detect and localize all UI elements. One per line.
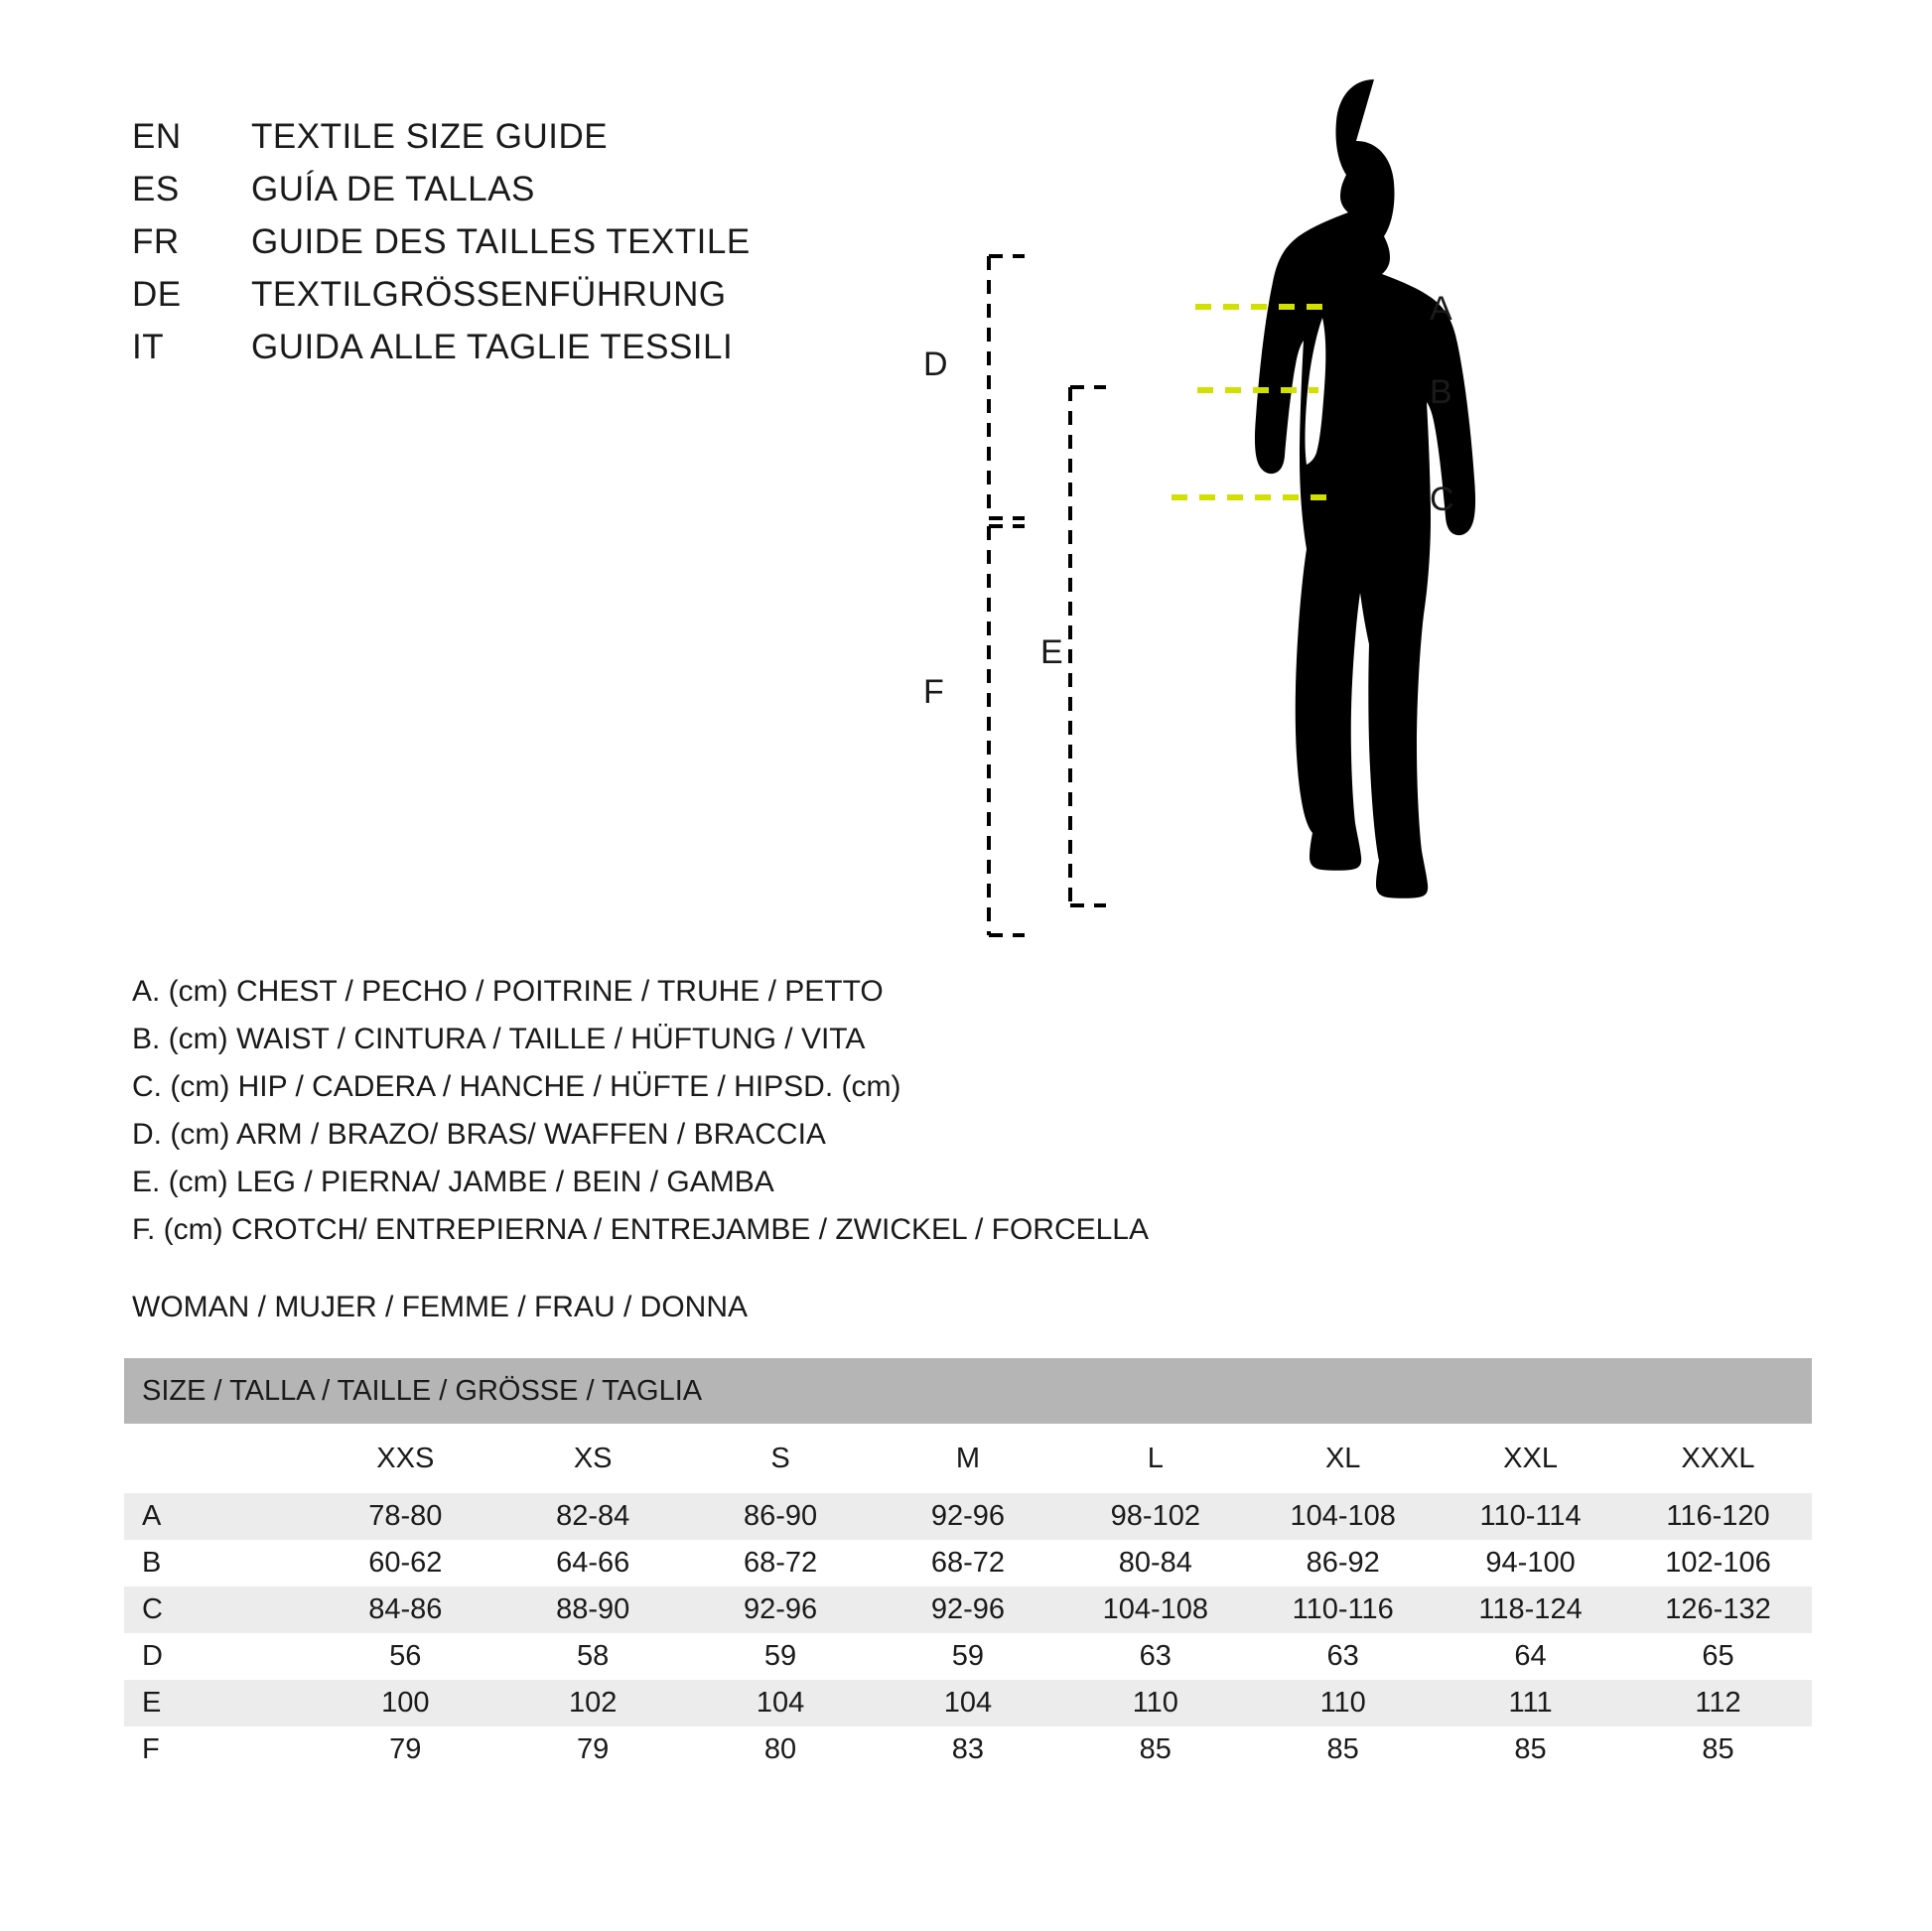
language-code: FR xyxy=(132,222,180,261)
marker-label-f: F xyxy=(923,673,944,711)
table-cell: 92-96 xyxy=(875,1586,1062,1633)
measurement-legend xyxy=(132,968,1224,1254)
row-label-header xyxy=(124,1424,312,1493)
language-row xyxy=(132,275,926,315)
table-cell: 68-72 xyxy=(687,1540,875,1586)
language-title: GUIDE DES TAILLES TEXTILE xyxy=(251,222,751,261)
table-cell: 98-102 xyxy=(1061,1493,1249,1540)
table-cell: 112 xyxy=(1624,1680,1812,1726)
row-label: E xyxy=(124,1680,312,1726)
language-row xyxy=(132,328,926,367)
column-header-l: L xyxy=(1061,1424,1249,1493)
size-table xyxy=(124,1358,1812,1773)
table-cell: 84-86 xyxy=(312,1586,499,1633)
leg-measure-bracket xyxy=(1040,387,1106,905)
table-row xyxy=(124,1540,1812,1586)
legend-item-c: C. (cm) HIP / CADERA / HANCHE / HÜFTE / HIPSD. (cm) xyxy=(132,1070,901,1103)
table-row xyxy=(124,1586,1812,1633)
language-title: TEXTILGRÖSSENFÜHRUNG xyxy=(251,275,727,314)
table-cell: 59 xyxy=(687,1633,875,1680)
marker-label-e: E xyxy=(1040,633,1063,671)
language-code: ES xyxy=(132,170,180,208)
language-row xyxy=(132,117,926,157)
table-cell: 110-116 xyxy=(1249,1586,1437,1633)
legend-item-f: F. (cm) CROTCH/ ENTREPIERNA / ENTREJAMBE / ZWICKEL / FORCELLA xyxy=(132,1213,1149,1246)
legend-item-e: E. (cm) LEG / PIERNA/ JAMBE / BEIN / GAMBA xyxy=(132,1166,774,1198)
column-header-m: M xyxy=(875,1424,1062,1493)
row-label: F xyxy=(124,1726,312,1773)
marker-label-a: A xyxy=(1430,290,1452,328)
column-header-xxs: XXS xyxy=(312,1424,499,1493)
table-cell: 85 xyxy=(1249,1726,1437,1773)
language-row xyxy=(132,222,926,262)
language-row xyxy=(132,170,926,209)
column-header-xs: XS xyxy=(499,1424,687,1493)
table-cell: 56 xyxy=(312,1633,499,1680)
table-row xyxy=(124,1726,1812,1773)
language-code: IT xyxy=(132,328,165,366)
language-code: EN xyxy=(132,117,182,156)
language-title-block xyxy=(132,117,926,380)
table-cell: 104 xyxy=(875,1680,1062,1726)
column-header-xxxl: XXXL xyxy=(1624,1424,1812,1493)
table-cell: 86-92 xyxy=(1249,1540,1437,1586)
table-band-header xyxy=(124,1358,1812,1424)
female-silhouette-icon xyxy=(1255,79,1521,898)
language-title: GUIDA ALLE TAGLIE TESSILI xyxy=(251,328,734,366)
table-cell: 100 xyxy=(312,1680,499,1726)
table-cell: 92-96 xyxy=(875,1493,1062,1540)
row-label: A xyxy=(124,1493,312,1540)
table-cell: 85 xyxy=(1437,1726,1624,1773)
table-cell: 116-120 xyxy=(1624,1493,1812,1540)
table-cell: 110 xyxy=(1061,1680,1249,1726)
marker-label-b: B xyxy=(1430,373,1452,411)
column-header-xxl: XXL xyxy=(1437,1424,1624,1493)
column-header-xl: XL xyxy=(1249,1424,1437,1493)
table-cell: 63 xyxy=(1249,1633,1437,1680)
language-title: TEXTILE SIZE GUIDE xyxy=(251,117,609,156)
table-cell: 85 xyxy=(1061,1726,1249,1773)
table-cell: 88-90 xyxy=(499,1586,687,1633)
gender-heading: WOMAN / MUJER / FEMME / FRAU / DONNA xyxy=(132,1291,748,1323)
legend-item-d: D. (cm) ARM / BRAZO/ BRAS/ WAFFEN / BRACCIA xyxy=(132,1118,826,1151)
table-cell: 80-84 xyxy=(1061,1540,1249,1586)
table-cell: 79 xyxy=(312,1726,499,1773)
table-cell: 110 xyxy=(1249,1680,1437,1726)
table-cell: 78-80 xyxy=(312,1493,499,1540)
body-measurement-diagram xyxy=(923,60,1906,1201)
legend-item-b: B. (cm) WAIST / CINTURA / TAILLE / HÜFTUNG / VITA xyxy=(132,1023,866,1055)
table-cell: 102-106 xyxy=(1624,1540,1812,1586)
marker-label-c: C xyxy=(1430,481,1454,518)
table-cell: 85 xyxy=(1624,1726,1812,1773)
table-cell: 104-108 xyxy=(1249,1493,1437,1540)
row-label: B xyxy=(124,1540,312,1586)
column-header-s: S xyxy=(687,1424,875,1493)
table-row xyxy=(124,1680,1812,1726)
table-cell: 102 xyxy=(499,1680,687,1726)
table-cell: 64 xyxy=(1437,1633,1624,1680)
language-code: DE xyxy=(132,275,182,314)
table-cell: 83 xyxy=(875,1726,1062,1773)
table-cell: 79 xyxy=(499,1726,687,1773)
table-cell: 68-72 xyxy=(875,1540,1062,1586)
table-cell: 92-96 xyxy=(687,1586,875,1633)
crotch-measure-bracket xyxy=(923,526,1025,935)
table-cell: 86-90 xyxy=(687,1493,875,1540)
table-cell: 65 xyxy=(1624,1633,1812,1680)
table-cell: 126-132 xyxy=(1624,1586,1812,1633)
table-cell: 110-114 xyxy=(1437,1493,1624,1540)
table-cell: 80 xyxy=(687,1726,875,1773)
size-band-label: SIZE / TALLA / TAILLE / GRÖSSE / TAGLIA xyxy=(124,1358,1812,1424)
row-label: D xyxy=(124,1633,312,1680)
table-column-header-row xyxy=(124,1424,1812,1493)
table-row xyxy=(124,1633,1812,1680)
table-row xyxy=(124,1493,1812,1540)
table-cell: 60-62 xyxy=(312,1540,499,1586)
row-label: C xyxy=(124,1586,312,1633)
table-cell: 63 xyxy=(1061,1633,1249,1680)
table-cell: 104-108 xyxy=(1061,1586,1249,1633)
language-title: GUÍA DE TALLAS xyxy=(251,170,535,208)
table-cell: 104 xyxy=(687,1680,875,1726)
table-cell: 94-100 xyxy=(1437,1540,1624,1586)
table-cell: 59 xyxy=(875,1633,1062,1680)
arm-measure-bracket xyxy=(923,256,1025,518)
table-cell: 111 xyxy=(1437,1680,1624,1726)
table-cell: 118-124 xyxy=(1437,1586,1624,1633)
table-cell: 58 xyxy=(499,1633,687,1680)
marker-label-d: D xyxy=(923,345,948,383)
table-cell: 82-84 xyxy=(499,1493,687,1540)
table-cell: 64-66 xyxy=(499,1540,687,1586)
legend-item-a: A. (cm) CHEST / PECHO / POITRINE / TRUHE / PETTO xyxy=(132,975,884,1008)
